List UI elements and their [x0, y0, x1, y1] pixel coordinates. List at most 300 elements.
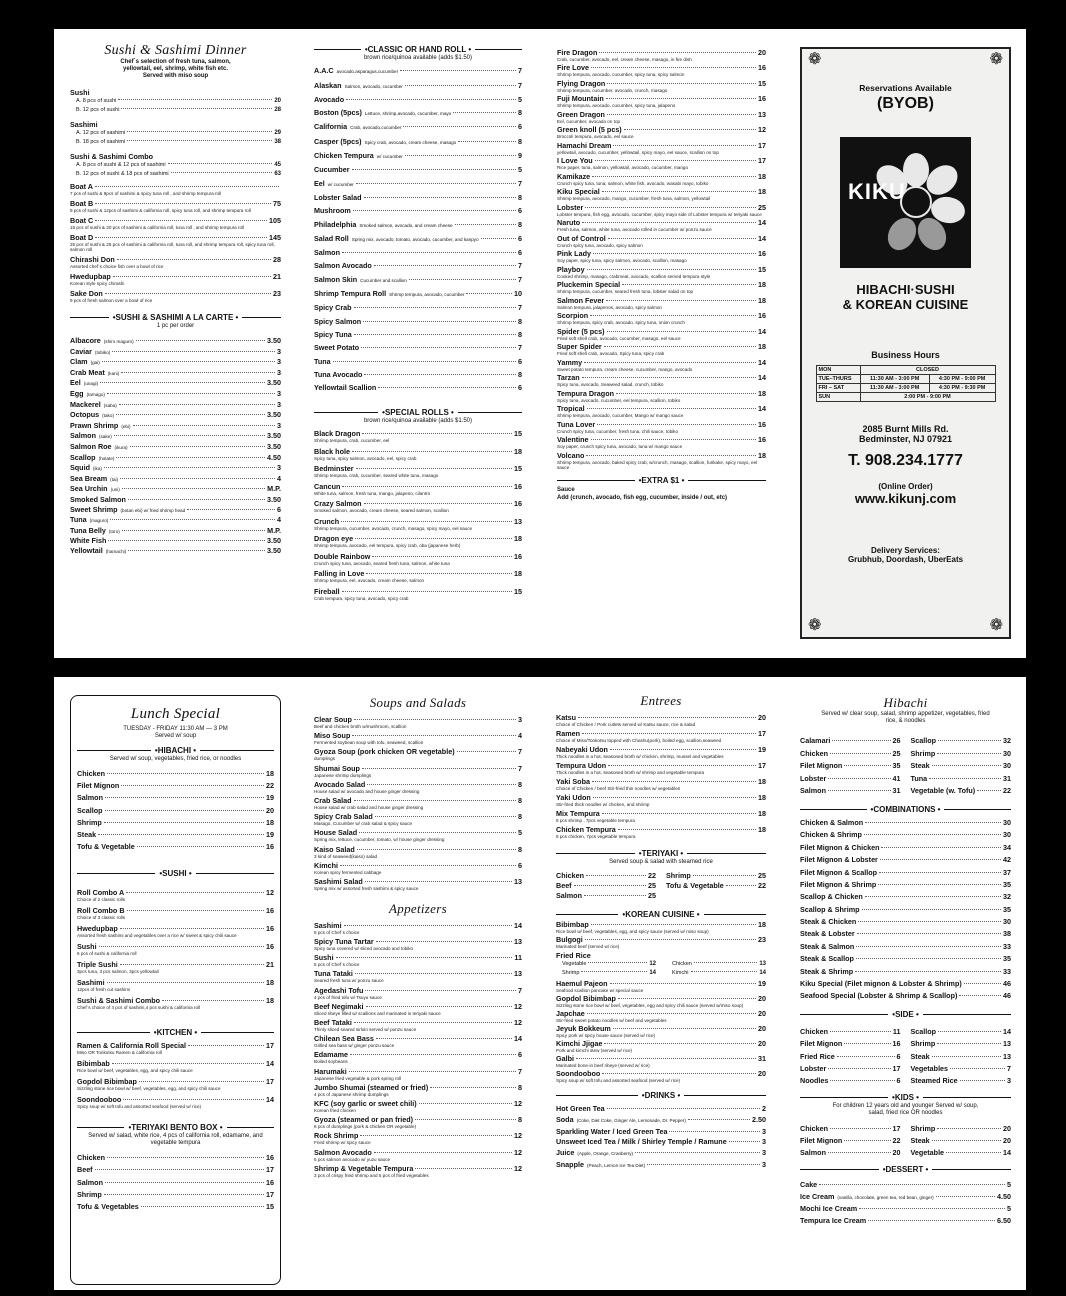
dot-leader [578, 717, 756, 718]
a-la-carte-list [70, 336, 281, 556]
item-price: 15 [266, 1201, 274, 1211]
section-subtitle: 1 pc per order [156, 323, 195, 329]
menu-item [77, 806, 274, 815]
item-name: Scallop & Chicken [800, 892, 863, 902]
item-price: 14 [758, 404, 766, 413]
item-name: Filet Mignon [77, 781, 120, 791]
item-name: Tuna Tataki [314, 969, 353, 979]
item-price: 9 [518, 151, 522, 161]
item-name: Tofu & Vegetables [77, 1201, 139, 1211]
section-banner [557, 476, 766, 485]
dot-leader [453, 112, 516, 113]
item-note: (gai) [90, 360, 100, 366]
menu-item-row [800, 1192, 1011, 1202]
item-name: Sparkling Water / Iced Green Tea [556, 1126, 668, 1136]
menu-item [557, 389, 766, 403]
item-name: Kamikaze [557, 171, 591, 181]
menu-item-row [314, 220, 522, 230]
dot-leader [378, 387, 516, 388]
item-description: House salad w/ crab salad and house ginger dressing [314, 804, 424, 810]
dot-leader [607, 114, 756, 115]
menu-item [314, 517, 522, 531]
section-banner [77, 1028, 274, 1037]
menu-item [557, 79, 766, 93]
item-description: Choice of Miso/Tonkotsu topped with Chashu(pork), boiled egg, scallion,seaweed [556, 738, 722, 743]
item-description: Salmon tempura, jalapenos, avocado, spicy salmon [557, 304, 662, 310]
menu-item [556, 777, 766, 791]
item-price: 3 [1007, 1076, 1011, 1086]
item-description: Crunch spicy tuna, cucumber, fresh tuna, chili sauce, tobiko [557, 428, 679, 434]
item-name: Super Spider [557, 342, 602, 351]
dot-leader [586, 875, 646, 876]
item-price: 3 [277, 463, 281, 473]
dot-leader [350, 1054, 516, 1055]
korean-cuisine-list [556, 920, 766, 949]
item-name: Roll Combo B [77, 906, 125, 916]
item-name: Salmon [70, 431, 96, 441]
item-price: 12 [758, 125, 766, 134]
item-price: 41 [892, 773, 901, 783]
item-name: Filet Mignon [800, 1135, 843, 1145]
section-title-appetizers: Appetizers [389, 900, 447, 916]
menu-item-row [800, 1124, 901, 1133]
hours-row [816, 393, 995, 402]
menu-item-row [557, 141, 766, 150]
section-banner [77, 1123, 274, 1132]
dot-leader [105, 810, 264, 811]
item-price: 25 [648, 891, 656, 900]
item-name: Rock Shrimp [314, 1131, 359, 1141]
menu-item [800, 905, 1011, 914]
item-name: Shrimp [77, 817, 102, 827]
dot-leader [352, 735, 516, 736]
item-description: Shrimp tempura, avocado, cucumber, spicy tuna, jalapeno [557, 103, 676, 108]
item-description: Shrimp tempura, crab, cucumber, eel [314, 438, 390, 444]
item-description: dumplings [314, 756, 335, 762]
kids-list [800, 1121, 1011, 1156]
dot-leader [346, 99, 516, 100]
item-description: Sizzling stone rice bowl w/ beef, vegetables, egg, and spicy chili sauce [77, 1086, 221, 1092]
menu-item-row [556, 729, 766, 738]
dot-leader [139, 1081, 264, 1082]
item-name: Beef Tataki [314, 1018, 352, 1027]
item-price: 31 [892, 785, 901, 795]
item-description: Shrimp tempura, cucumber, avocado, crunch, masago, spicy mayo, eel sauce [314, 525, 473, 531]
item-name: Sashimi [314, 920, 342, 930]
menu-item-row [800, 749, 901, 758]
item-price: 12 [649, 961, 656, 967]
menu-item [556, 1127, 766, 1136]
menu-item [556, 891, 656, 900]
item-name: Steak [910, 761, 930, 771]
item-name: Vegetable [562, 961, 587, 967]
menu-item [70, 161, 281, 170]
kiku-logo [840, 137, 971, 268]
item-price: 7 [518, 261, 522, 271]
item-price: 3 [277, 357, 281, 367]
item-name: Boat B [70, 199, 94, 208]
dot-leader [113, 276, 271, 277]
website-link[interactable]: www.kikunj.com [854, 491, 957, 506]
menu-item-row [314, 482, 522, 491]
item-name: Boat C [70, 216, 94, 225]
item-note: Shrimp tempura, avocado, cucumber [389, 292, 465, 298]
dot-leader [859, 1208, 1005, 1209]
menu-item-row [314, 731, 522, 740]
menu-item [314, 1164, 522, 1178]
dot-leader [362, 433, 512, 434]
section-subtitle: Served w/ soup, vegetables, fried rice, or noodles [109, 756, 242, 762]
dot-leader [691, 971, 758, 972]
item-name: Casper (5pcs) [314, 136, 362, 146]
item-price: 21 [273, 272, 281, 281]
menu-item-row [70, 97, 281, 106]
dot-leader [932, 1140, 1001, 1141]
menu-item-row [556, 881, 656, 890]
item-price: 14 [759, 970, 766, 976]
menu-item-row [557, 265, 766, 274]
dot-leader [430, 1087, 516, 1088]
item-price: 3 [762, 1159, 766, 1169]
menu-item-row [557, 311, 766, 320]
menu-item-row [911, 1039, 1012, 1048]
item-name: Salad Roll [314, 233, 349, 243]
item-price: 28 [274, 107, 281, 113]
item-price: 45 [274, 162, 281, 168]
menu-item [800, 855, 1011, 864]
menu-item-row [800, 967, 1011, 976]
item-name: Tempura Ice Cream [800, 1216, 867, 1226]
item-name: Playboy [557, 264, 585, 274]
teriyaki-list [556, 870, 766, 900]
section-title-hibachi: Hibachi [883, 695, 928, 710]
item-name: Salmon [800, 785, 826, 795]
item-price: 5 [1007, 1179, 1011, 1189]
menu-item [314, 447, 522, 461]
menu-item [314, 715, 522, 729]
item-name: Ice Cream [800, 1191, 835, 1201]
menu-item-row [314, 357, 522, 366]
item-description: Spring mix w/ assorted fresh sashimi & spicy sauce [314, 885, 419, 891]
dot-leader [95, 186, 279, 187]
flower-corner-icon: ❁ [989, 617, 1003, 634]
menu-item-row [314, 165, 522, 174]
item-price: 18 [514, 569, 522, 579]
menu-item-row [557, 110, 766, 119]
dot-leader [865, 896, 1001, 897]
dot-leader [879, 872, 1001, 873]
item-name: Spicy Crab [314, 303, 352, 313]
hours-time: 2:00 PM - 9:00 PM [860, 393, 995, 402]
menu-item [314, 587, 522, 601]
item-price: 6 [896, 1076, 901, 1086]
item-price: 35 [1003, 879, 1011, 889]
dot-leader [607, 331, 756, 332]
menu-item-row [314, 95, 522, 104]
item-price: 18 [514, 446, 522, 456]
menu-item [314, 464, 522, 478]
menu-item-row [314, 764, 522, 773]
item-price: 22 [648, 871, 656, 880]
item-description: 5 pcs of Chef`s choice [314, 962, 360, 968]
menu-item-row [556, 1054, 766, 1063]
item-name: Green knoll (5 pcs) [557, 125, 622, 134]
menu-item [800, 830, 1011, 839]
item-note: Spicy crab, avocado, cream cheese, masago [364, 139, 457, 145]
menu-item [556, 1024, 766, 1038]
dot-leader [932, 1056, 1001, 1057]
dot-leader [959, 995, 1001, 996]
hours-time: CLOSED [860, 366, 995, 375]
item-price: 2.50 [752, 1114, 766, 1124]
item-name: Salmon Avocado [314, 261, 372, 271]
dot-leader [188, 1045, 264, 1046]
menu-item-row [70, 357, 281, 367]
item-name: Pink Lady [557, 249, 591, 258]
section-title-combinations: • COMBINATIONS • [867, 805, 945, 814]
item-description: Rice bowl w/ beef, vegetables, egg, and spicy chili sauce [77, 1068, 193, 1074]
menu-item-row [77, 1202, 274, 1211]
item-price: 6 [518, 233, 522, 243]
menu-item [70, 233, 281, 252]
item-name: Filet Mignon & Lobster [800, 855, 878, 865]
item-note: (ika) [92, 466, 102, 472]
item-name: Yaki Udon [556, 793, 591, 802]
item-name: Scorpion [557, 311, 589, 320]
item-price: 3 [762, 1148, 766, 1158]
item-name: Steak & Scallop [800, 954, 854, 964]
menu-item-row [70, 474, 281, 484]
menu-item-row [77, 924, 274, 933]
menu-item-row [77, 1077, 274, 1086]
hours-time: 4:30 PM - 9:00 PM [929, 375, 995, 384]
dot-leader [112, 351, 275, 352]
item-price: 11 [514, 953, 522, 963]
section-banner [800, 1165, 1011, 1174]
item-price: 13 [514, 516, 522, 526]
section-subtitle: Served w/ salad, white rice, 4 pcs of california roll, edamame, and vegetable tempura [88, 1133, 263, 1147]
sushi-sashimi-column [70, 29, 281, 658]
menu-item-row [557, 435, 766, 444]
menu-item [77, 1165, 274, 1174]
menu-item-row [800, 1204, 1011, 1213]
dot-leader [357, 849, 516, 850]
menu-item [556, 994, 766, 1008]
item-name: Fire Love [557, 63, 589, 72]
item-price: 32 [1003, 892, 1011, 902]
dot-leader [856, 958, 1001, 959]
menu-item [800, 929, 1011, 938]
section-title-teriyaki: • TERIYAKI • [635, 849, 687, 858]
item-description: 9 pcs of fresh salmon over a bowl of rice [70, 298, 153, 303]
menu-item [800, 917, 1011, 926]
menu-item-row [800, 1136, 901, 1145]
menu-item [666, 960, 766, 969]
item-name: Valentine [557, 435, 589, 444]
item-name: Kiku Special (Filet mignon & Lobster & Shrimp) [800, 979, 962, 989]
dot-leader [354, 800, 516, 801]
item-price: 18 [266, 996, 274, 1006]
dot-leader [130, 446, 265, 447]
dot-leader [364, 374, 516, 375]
dot-leader [587, 269, 756, 270]
item-name: Gopdol Bibimbap [556, 994, 616, 1003]
menu-item-row [314, 289, 522, 299]
item-price: 15 [758, 78, 766, 88]
menu-item-row [314, 587, 522, 596]
item-name: Tuna [70, 515, 87, 525]
hours-row [816, 366, 995, 375]
item-price: 7 [518, 763, 522, 773]
section-banner [77, 746, 274, 755]
menu-item [556, 979, 766, 993]
item-name: Filet Mignon [800, 1039, 843, 1049]
tagline: & KOREAN CUISINE [842, 297, 969, 312]
menu-item-row [314, 275, 522, 285]
menu-item [70, 505, 281, 515]
item-description: 4 pcs of fried tofu w/ Tsuyu sauce [314, 994, 382, 1000]
menu-item-row [70, 526, 281, 536]
section-banner [314, 408, 522, 417]
menu-item-row [800, 917, 1011, 926]
menu-item-row [314, 499, 522, 508]
item-name: Chicken [77, 1153, 105, 1163]
dot-leader [137, 846, 264, 847]
menu-item [800, 967, 1011, 976]
item-name: Alaskan [314, 80, 342, 90]
dot-leader [344, 925, 512, 926]
dot-leader [865, 822, 1001, 823]
section-title-classic-roll: • CLASSIC OR HAND ROLL • [361, 45, 475, 54]
menu-item-row [557, 187, 766, 196]
item-name: Crunch [314, 516, 340, 526]
dot-leader [415, 1168, 512, 1169]
dot-leader [856, 946, 1001, 947]
item-price: 8 [518, 136, 522, 146]
dot-leader [582, 733, 756, 734]
item-name: B. 12 pcs of sushi & 18 pcs of sashimi [76, 171, 169, 177]
item-price: 13 [514, 969, 522, 979]
menu-item [557, 48, 766, 62]
item-description: Stir-fried sweet potato noodles w/ beef and vegetables [556, 1018, 667, 1023]
menu-item [70, 546, 281, 556]
item-name: Filet Mignon & Chicken [800, 842, 880, 852]
dot-leader [622, 284, 756, 285]
menu-item-row [77, 906, 274, 915]
item-name: Bibimbap [556, 920, 589, 929]
hibachi-list [800, 733, 1011, 795]
item-price: 35 [1003, 954, 1011, 964]
item-price: 14 [1003, 1147, 1011, 1157]
item-description: Eel, cucumber, avocado on top [557, 118, 621, 124]
item-name: Crab Meat [70, 367, 105, 377]
section-title-extra: • EXTRA $1 • [635, 476, 689, 485]
item-name: Crab Salad [314, 795, 352, 805]
item-name: Shrimp [77, 1189, 102, 1199]
menu-item-row [77, 1178, 274, 1187]
item-name: I Love You [557, 156, 593, 165]
menu-item [70, 442, 281, 452]
dot-leader [136, 340, 265, 341]
dot-leader [610, 983, 756, 984]
item-description: Choice of Chicken / Pork cutlets served w/ Katsu sauce, rice & salad [556, 722, 696, 727]
item-description: Shrimp tempura, avocado, cucumber, spicy tuna, spicy salmon [557, 72, 685, 77]
item-name: Yellowtail Scallion [314, 383, 377, 393]
item-price: 8 [518, 1115, 522, 1125]
item-description: Sweet potato tempura, cream cheese, cucumber, mango, avocado [557, 366, 693, 372]
menu-item [314, 261, 522, 270]
menu-item-row [911, 761, 1012, 770]
dot-leader [669, 1131, 760, 1132]
item-price: 31 [758, 1054, 766, 1063]
item-description: Spicy tuna, avocado, Seaweed salad, crunch, tobiko [557, 382, 664, 387]
item-name: Tuna Belly [70, 525, 106, 535]
dot-leader [372, 556, 512, 557]
item-price: 7 [518, 747, 522, 757]
item-price: 18 [758, 809, 766, 818]
item-price: 14 [758, 218, 766, 227]
dot-leader [99, 946, 264, 947]
menu-item-row [666, 881, 766, 890]
menu-item-row [314, 828, 522, 837]
fried-rice-list [556, 960, 766, 978]
restaurant-info-panel [800, 47, 1011, 639]
dot-leader [354, 719, 516, 720]
item-price: 13 [758, 109, 766, 119]
item-description: Japanese shrimp dumplings [314, 772, 372, 778]
menu-item-row [911, 1052, 1012, 1061]
menu-item [70, 484, 281, 494]
dot-leader [844, 1140, 890, 1141]
item-name: Shrimp [910, 748, 936, 758]
item-name: Kimchi [314, 860, 338, 870]
dot-leader [112, 1063, 264, 1064]
menu-item [314, 1067, 522, 1081]
item-name: Tuna [910, 773, 928, 783]
item-name: Chirashi Don [70, 255, 115, 264]
item-name: Shrimp Tempura Roll [314, 289, 387, 299]
menu-item-row [557, 404, 766, 413]
item-description: Shrimp tempura, cucumber, avocado, crunch, masago [557, 87, 668, 93]
menu-item [557, 311, 766, 325]
menu-item [77, 830, 274, 839]
item-price: 8 [518, 329, 522, 339]
menu-item-row [314, 1131, 522, 1140]
dot-leader [618, 998, 756, 999]
section-title-lunch-sushi: • SUSHI • [155, 869, 195, 878]
dot-leader [107, 982, 264, 983]
menu-item-row [77, 1165, 274, 1174]
menu-item-row [314, 534, 522, 543]
item-price: 13 [1003, 1039, 1011, 1049]
menu-item-row [314, 447, 522, 456]
menu-item-row [314, 1083, 522, 1092]
dot-leader [608, 765, 756, 766]
item-price: 16 [266, 924, 274, 934]
item-price: 22 [266, 781, 274, 791]
item-name: Seafood Special (Lobster & Shrimp & Scallop) [800, 991, 958, 1001]
item-description: 25 pcs of sushi & 25 pcs of sashimi & california roll, tuna roll, and shrimp tempura roll, spicy tuna roll, salmon roll [70, 242, 275, 252]
menu-item-row [556, 809, 766, 818]
item-price: 18 [758, 295, 766, 305]
dot-leader [355, 538, 512, 539]
dot-leader [122, 488, 265, 489]
dot-leader [107, 393, 275, 394]
dot-leader [100, 382, 265, 383]
item-description: Assorted fresh sashimi and vegetables over a rice w/ sweet & spicy chili sauce [77, 933, 237, 939]
menu-item-row [800, 868, 1011, 877]
menu-item [314, 193, 522, 202]
